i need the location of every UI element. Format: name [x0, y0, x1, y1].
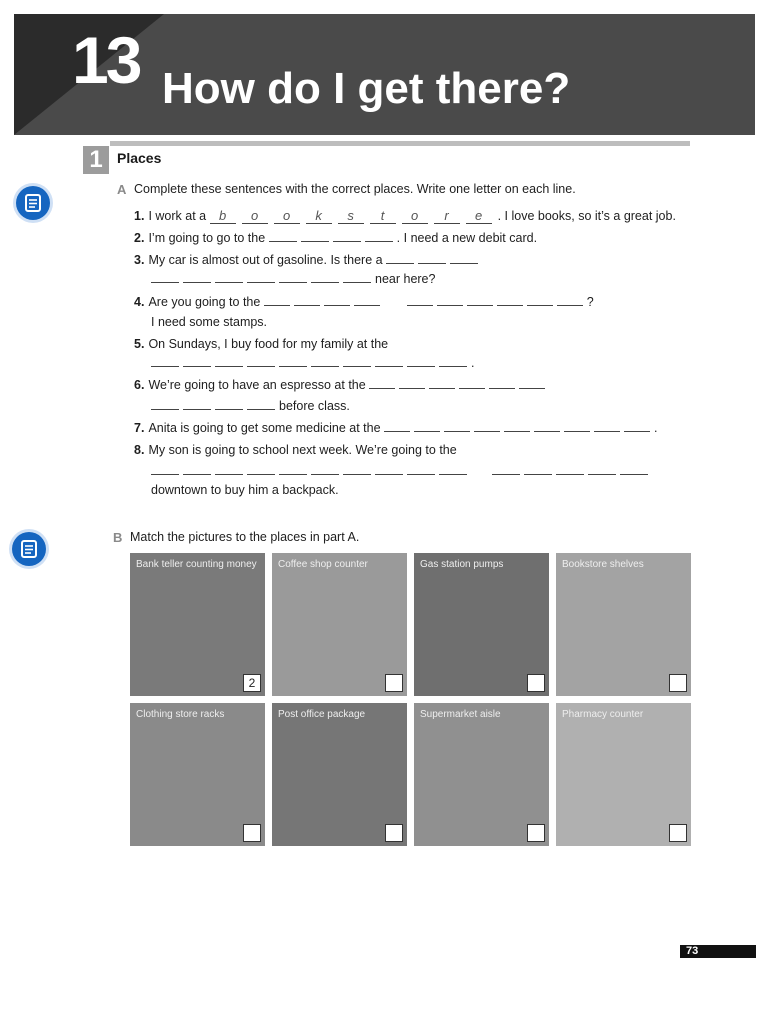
blank[interactable] — [519, 378, 545, 389]
item-text: On Sundays, I buy food for my family at the — [148, 337, 389, 351]
blank[interactable] — [418, 253, 446, 264]
unit-header — [14, 14, 755, 135]
blank[interactable] — [474, 421, 500, 432]
blank[interactable] — [489, 378, 515, 389]
answer-letter: s — [338, 208, 364, 224]
item-text: My son is going to school next week. We’re going to the — [148, 443, 457, 457]
photo-clothing-store — [130, 703, 265, 846]
blank[interactable] — [524, 464, 552, 475]
note-icon[interactable] — [16, 186, 50, 220]
blank[interactable] — [294, 295, 320, 306]
item-number: 5. — [134, 337, 145, 351]
photo-label: Post office package — [278, 709, 366, 720]
blank[interactable] — [343, 464, 371, 475]
item-6-cont — [151, 399, 350, 413]
blank[interactable] — [594, 421, 620, 432]
blank[interactable] — [183, 272, 211, 283]
item-number: 7. — [134, 421, 145, 435]
blank[interactable] — [301, 231, 329, 242]
part-b-instruction: Match the pictures to the places in part A. — [130, 530, 360, 544]
item-text: . I need a new debit card. — [396, 231, 538, 245]
item-7 — [134, 421, 658, 435]
answer-letter: o — [242, 208, 268, 224]
blank[interactable] — [279, 272, 307, 283]
item-text: before class. — [279, 399, 350, 413]
blank[interactable] — [311, 272, 339, 283]
photo-supermarket — [414, 703, 549, 846]
blank[interactable] — [467, 295, 493, 306]
item-4 — [134, 295, 594, 309]
blank[interactable] — [624, 421, 650, 432]
item-text: . — [471, 356, 475, 370]
item-text: I’m going to go to the — [148, 231, 266, 245]
blank[interactable] — [497, 295, 523, 306]
item-8-cont2: downtown to buy him a backpack. — [151, 483, 339, 497]
photo-drugstore — [556, 703, 691, 846]
blank[interactable] — [365, 231, 393, 242]
blank[interactable] — [215, 356, 243, 367]
blank[interactable] — [588, 464, 616, 475]
blank[interactable] — [247, 272, 275, 283]
answer-box[interactable]: 2 — [243, 674, 261, 692]
blank[interactable] — [429, 378, 455, 389]
answer-letter: t — [370, 208, 396, 224]
blank[interactable] — [564, 421, 590, 432]
blank[interactable] — [215, 464, 243, 475]
blank[interactable] — [384, 421, 410, 432]
section-title: Places — [117, 150, 162, 166]
blank[interactable] — [450, 253, 478, 264]
blank[interactable] — [215, 272, 243, 283]
answer-letter: b — [210, 208, 236, 224]
blank[interactable] — [399, 378, 425, 389]
item-3-cont — [151, 272, 435, 286]
photo-label: Gas station pumps — [420, 559, 504, 570]
answer-box[interactable] — [669, 824, 687, 842]
item-number: 6. — [134, 378, 145, 392]
photo-label: Clothing store racks — [136, 709, 225, 720]
item-text: Anita is going to get some medicine at the — [148, 421, 381, 435]
blank[interactable] — [492, 464, 520, 475]
blank[interactable] — [269, 231, 297, 242]
blank[interactable] — [343, 272, 371, 283]
blank[interactable] — [459, 378, 485, 389]
item-number: 1. — [134, 209, 145, 223]
blank[interactable] — [324, 295, 350, 306]
blank[interactable] — [183, 399, 211, 410]
item-3 — [134, 253, 482, 267]
photo-label: Pharmacy counter — [562, 709, 644, 720]
answer-blanks[interactable] — [210, 208, 498, 224]
item-5 — [134, 337, 388, 351]
answer-box[interactable] — [385, 824, 403, 842]
blank[interactable] — [386, 253, 414, 264]
section-divider — [110, 141, 690, 146]
photo-bank — [130, 553, 265, 696]
page-number: 73 — [680, 945, 756, 958]
photo-post-office — [272, 703, 407, 846]
item-number: 2. — [134, 231, 145, 245]
note-icon[interactable] — [12, 532, 46, 566]
blank[interactable] — [151, 464, 179, 475]
section-number: 1 — [83, 146, 109, 174]
answer-letter: o — [402, 208, 428, 224]
blank[interactable] — [407, 295, 433, 306]
blank[interactable] — [534, 421, 560, 432]
part-b-letter: B — [113, 530, 123, 545]
item-8-cont — [151, 464, 652, 478]
blank[interactable] — [247, 356, 275, 367]
blank[interactable] — [279, 464, 307, 475]
blank[interactable] — [183, 356, 211, 367]
item-text: near here? — [375, 272, 436, 286]
answer-box[interactable] — [669, 674, 687, 692]
item-text: . I love books, so it’s a great job. — [497, 209, 676, 223]
blank[interactable] — [333, 231, 361, 242]
blank[interactable] — [279, 356, 307, 367]
answer-box[interactable] — [527, 824, 545, 842]
blank[interactable] — [311, 464, 339, 475]
item-text: My car is almost out of gasoline. Is there a — [148, 253, 383, 267]
blank[interactable] — [527, 295, 553, 306]
blank[interactable] — [183, 464, 211, 475]
blank[interactable] — [264, 295, 290, 306]
photo-label: Bookstore shelves — [562, 559, 644, 570]
blank[interactable] — [375, 356, 403, 367]
answer-box[interactable] — [385, 674, 403, 692]
blank[interactable] — [439, 356, 467, 367]
answer-box[interactable] — [243, 824, 261, 842]
blank[interactable] — [444, 421, 470, 432]
item-number: 4. — [134, 295, 145, 309]
blank[interactable] — [407, 464, 435, 475]
blank[interactable] — [375, 464, 403, 475]
blank[interactable] — [407, 356, 435, 367]
photo-coffee-shop — [272, 553, 407, 696]
blank[interactable] — [151, 356, 179, 367]
item-1 — [134, 208, 676, 224]
unit-number: 13 — [72, 23, 140, 97]
answer-letter: k — [306, 208, 332, 224]
blank[interactable] — [556, 464, 584, 475]
blank[interactable] — [247, 399, 275, 410]
blank[interactable] — [620, 464, 648, 475]
photo-gas-station — [414, 553, 549, 696]
answer-letter: e — [466, 208, 492, 224]
blank[interactable] — [151, 272, 179, 283]
photo-label: Bank teller counting money — [136, 559, 257, 570]
blank[interactable] — [343, 356, 371, 367]
blank[interactable] — [215, 399, 243, 410]
blank[interactable] — [557, 295, 583, 306]
blank[interactable] — [439, 464, 467, 475]
answer-box[interactable] — [527, 674, 545, 692]
answer-letter: r — [434, 208, 460, 224]
item-4-cont: I need some stamps. — [151, 315, 268, 329]
blank[interactable] — [504, 421, 530, 432]
item-number: 3. — [134, 253, 145, 267]
item-text: . — [654, 421, 658, 435]
blank[interactable] — [311, 356, 339, 367]
answer-letter: o — [274, 208, 300, 224]
unit-title: How do I get there? — [162, 64, 571, 113]
blank[interactable] — [437, 295, 463, 306]
blank[interactable] — [354, 295, 380, 306]
item-number: 8. — [134, 443, 145, 457]
photo-label: Supermarket aisle — [420, 709, 501, 720]
item-text: ? — [586, 295, 594, 309]
item-text: We’re going to have an espresso at the — [148, 378, 366, 392]
part-a-letter: A — [117, 182, 127, 197]
part-a-instruction: Complete these sentences with the correct places. Write one letter on each line. — [134, 182, 576, 196]
item-text: Are you going to the — [148, 295, 261, 309]
item-6 — [134, 378, 549, 392]
blank[interactable] — [369, 378, 395, 389]
blank[interactable] — [247, 464, 275, 475]
blank[interactable] — [151, 399, 179, 410]
blank[interactable] — [414, 421, 440, 432]
item-text: I work at a — [148, 209, 207, 223]
item-8 — [134, 443, 457, 457]
item-5-cont — [151, 356, 474, 370]
item-2 — [134, 231, 537, 245]
photo-label: Coffee shop counter — [278, 559, 368, 570]
photo-bookstore — [556, 553, 691, 696]
